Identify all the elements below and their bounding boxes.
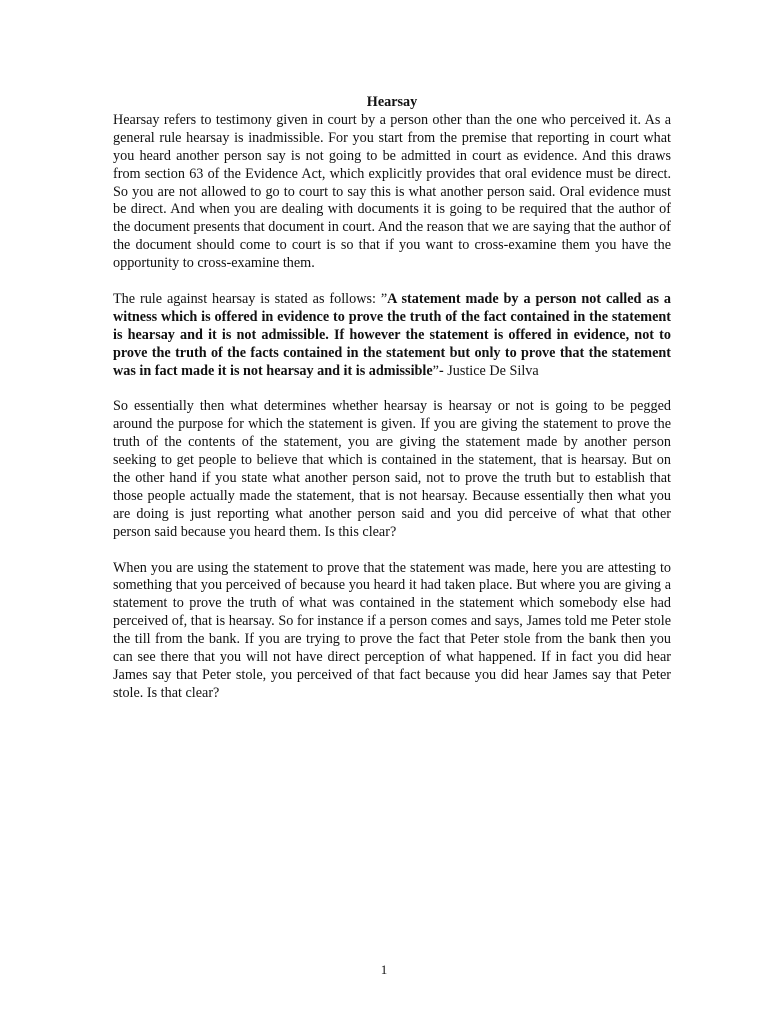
- paragraph-definition: Hearsay refers to testimony given in court by a person other than the one who perceived it. As a general rule hearsay is inadmissible. For you start from the premise that reporting in court what you heard another person say is not going to be admitted in court as evidence. And this draws from section 63 of the Evidence Act, which explicitly provides that oral evidence must be direct. So you are not allowed to go to court to say this is what another person said. Oral evidence must be direct. And when you are dealing with documents it is going to be required that the author of the document presents that document in court. And the reason that we are saying that the author of the document should come to court is so that if you want to cross-examine them you have the opportunity to cross-examine them.: [113, 111, 671, 272]
- rule-open-quote: ”: [380, 290, 388, 307]
- paragraph-example: When you are using the statement to prove that the statement was made, here you are attesting to something that you perceived of because you heard it had taken place. But where you are giving a statement to prove the truth of what was contained in the statement which somebody else had perceived of, that is hearsay. So for instance if a person comes and says, James told me Peter stole the till from the bank. If you are trying to prove the fact that Peter stole from the bank then you can see there that you will not have direct perception of what happened. If in fact you did hear James say that Peter stole, you perceived of that fact because you did hear James say that Peter stole. Is that clear?: [113, 559, 671, 701]
- rule-close-quote: ”: [432, 362, 439, 379]
- paragraph-purpose: So essentially then what determines whether hearsay is hearsay or not is going to be pegged around the purpose for which the statement is given. If you are giving the statement to prove the truth of the contents of the statement, you are giving the statement made by another person seeking to get people to believe that which is contained in the statement, that is hearsay. But on the other hand if you state what another person said, not to prove the truth but to establish that those people actually made the statement, that is not hearsay. Because essentially then what you are doing is just reporting what another person said and you did perceive of what that other person said because you heard them. Is this clear?: [113, 398, 671, 540]
- rule-dash: -: [438, 362, 448, 379]
- rule-attribution: Justice De Silva: [447, 362, 539, 379]
- document-title: Hearsay: [366, 94, 418, 110]
- paragraph-rule: [113, 291, 671, 381]
- document-body: [113, 94, 671, 721]
- rule-quote-text: A statement made by a person not called as a witness which is offered in evidence to prove the truth of the fact contained in the statement is hearsay and it is not admissible. If however the statement is offered in evidence, not to prove the truth of the facts contained in the statement but only to prove that the statement was in fact made it is not hearsay and it is admissible: [113, 290, 671, 379]
- rule-intro-text: The rule against hearsay is stated as follows:: [113, 290, 381, 307]
- page-number: 1: [380, 962, 388, 977]
